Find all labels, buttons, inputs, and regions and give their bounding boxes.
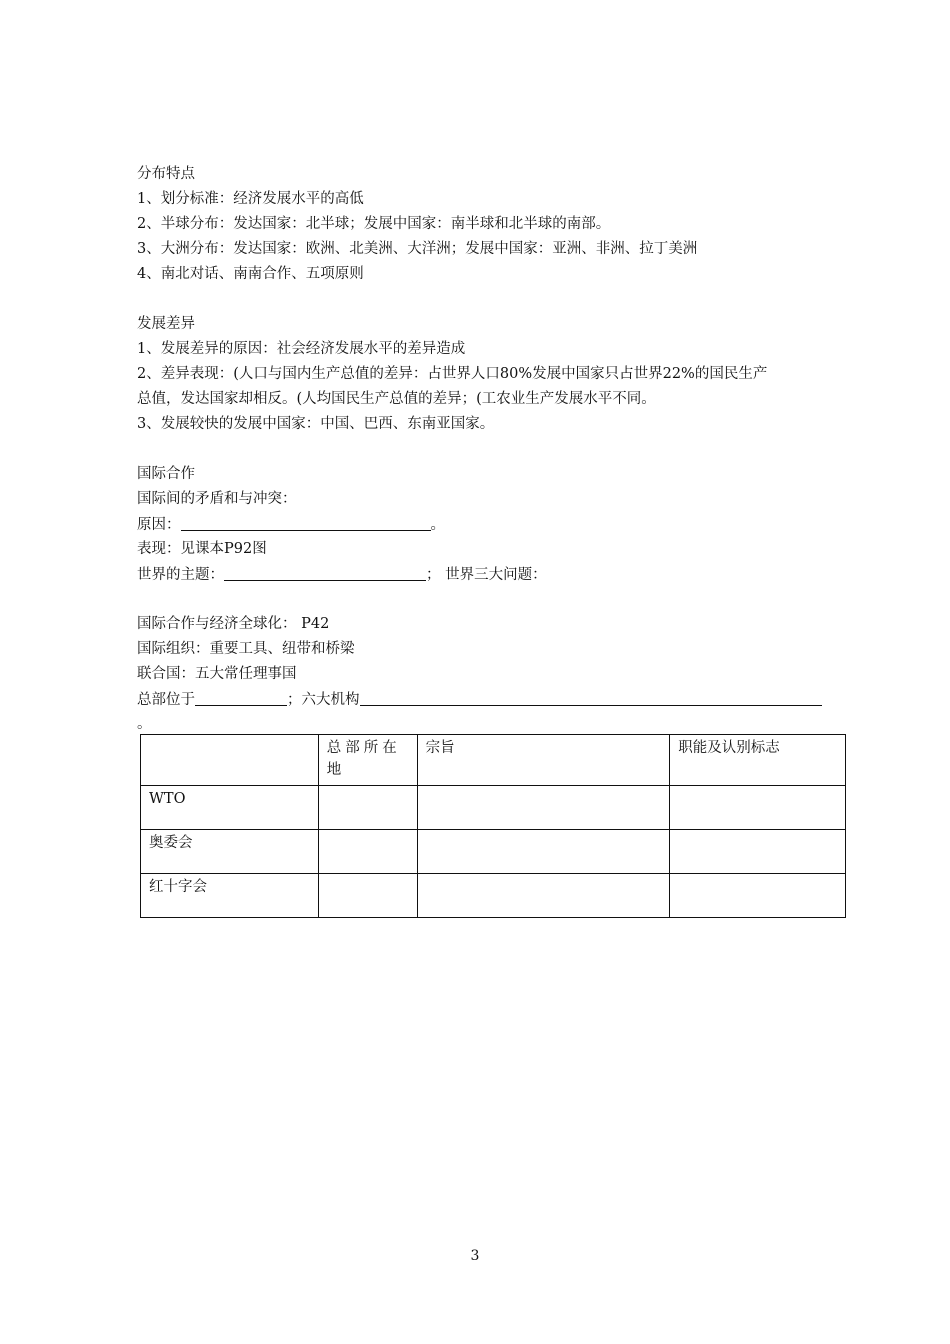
coop-globalization-line: 国际合作与经济全球化： P42 xyxy=(137,616,330,632)
distribution-item: 1、划分标准：经济发展水平的高低 xyxy=(137,191,364,207)
table-cell[interactable] xyxy=(417,830,670,874)
spacer xyxy=(137,437,847,462)
header-cell-hq: 总部所在地 xyxy=(318,735,417,786)
table-cell[interactable] xyxy=(670,830,846,874)
performance-line: 表现：见课本P92图 xyxy=(137,541,267,557)
table-row xyxy=(141,874,846,918)
hq-blank[interactable] xyxy=(195,687,287,706)
hq-line xyxy=(137,687,847,712)
difference-item: 总值，发达国家却相反。(人均国民生产总值的差异；(工农业生产发展水平不同。 xyxy=(137,391,656,407)
cause-label: 原因： xyxy=(137,517,181,533)
theme-line xyxy=(137,562,847,587)
organs-label: ；六大机构 xyxy=(287,692,360,708)
table-cell[interactable] xyxy=(670,786,846,830)
document-body xyxy=(137,162,847,737)
section-title-cooperation: 国际合作 xyxy=(137,466,195,482)
org-name-cell: 奥委会 xyxy=(141,830,319,874)
theme-sep: ； xyxy=(426,567,441,583)
problems-label: 世界三大问题： xyxy=(445,567,547,583)
distribution-item: 4、南北对话、南南合作、五项原则 xyxy=(137,266,364,282)
header-cell-function: 职能及认别标志 xyxy=(670,735,846,786)
table-cell[interactable] xyxy=(318,874,417,918)
spacer xyxy=(137,587,847,612)
table-row xyxy=(141,786,846,830)
theme-label: 世界的主题： xyxy=(137,567,224,583)
org-name-cell: WTO xyxy=(141,786,319,830)
table-cell[interactable] xyxy=(417,786,670,830)
theme-blank[interactable] xyxy=(224,562,426,581)
section-title-distribution: 分布特点 xyxy=(137,166,195,182)
un-line: 联合国：五大常任理事国 xyxy=(137,666,297,682)
header-cell-empty xyxy=(141,735,319,786)
table-row xyxy=(141,830,846,874)
section-title-difference: 发展差异 xyxy=(137,316,195,332)
cause-line xyxy=(137,512,847,537)
org-table xyxy=(140,734,846,918)
difference-item: 1、发展差异的原因：社会经济发展水平的差异造成 xyxy=(137,341,466,357)
table-cell[interactable] xyxy=(670,874,846,918)
distribution-item: 3、大洲分布：发达国家：欧洲、北美洲、大洋洲；发展中国家：亚洲、非洲、拉丁美洲 xyxy=(137,241,698,257)
intl-org-line: 国际组织：重要工具、纽带和桥梁 xyxy=(137,641,355,657)
header-cell-purpose: 宗旨 xyxy=(417,735,670,786)
page-number: 3 xyxy=(470,1248,480,1264)
table-cell[interactable] xyxy=(417,874,670,918)
end-mark-line: 。 xyxy=(137,716,152,732)
cause-blank[interactable] xyxy=(181,512,431,531)
cause-end: 。 xyxy=(430,517,445,533)
table-cell[interactable] xyxy=(318,830,417,874)
hq-label: 总部位于 xyxy=(137,692,195,708)
org-name-cell: 红十字会 xyxy=(141,874,319,918)
organs-blank[interactable] xyxy=(360,687,822,706)
table-header-row xyxy=(141,735,846,786)
table-cell[interactable] xyxy=(318,786,417,830)
difference-item: 2、差异表现：(人口与国内生产总值的差异：占世界人口80%发展中国家只占世界22%的国民生产 xyxy=(137,366,768,382)
difference-item: 3、发展较快的发展中国家：中国、巴西、东南亚国家。 xyxy=(137,416,495,432)
distribution-item: 2、半球分布：发达国家：北半球；发展中国家：南半球和北半球的南部。 xyxy=(137,216,611,232)
conflict-line: 国际间的矛盾和与冲突： xyxy=(137,491,297,507)
spacer xyxy=(137,287,847,312)
